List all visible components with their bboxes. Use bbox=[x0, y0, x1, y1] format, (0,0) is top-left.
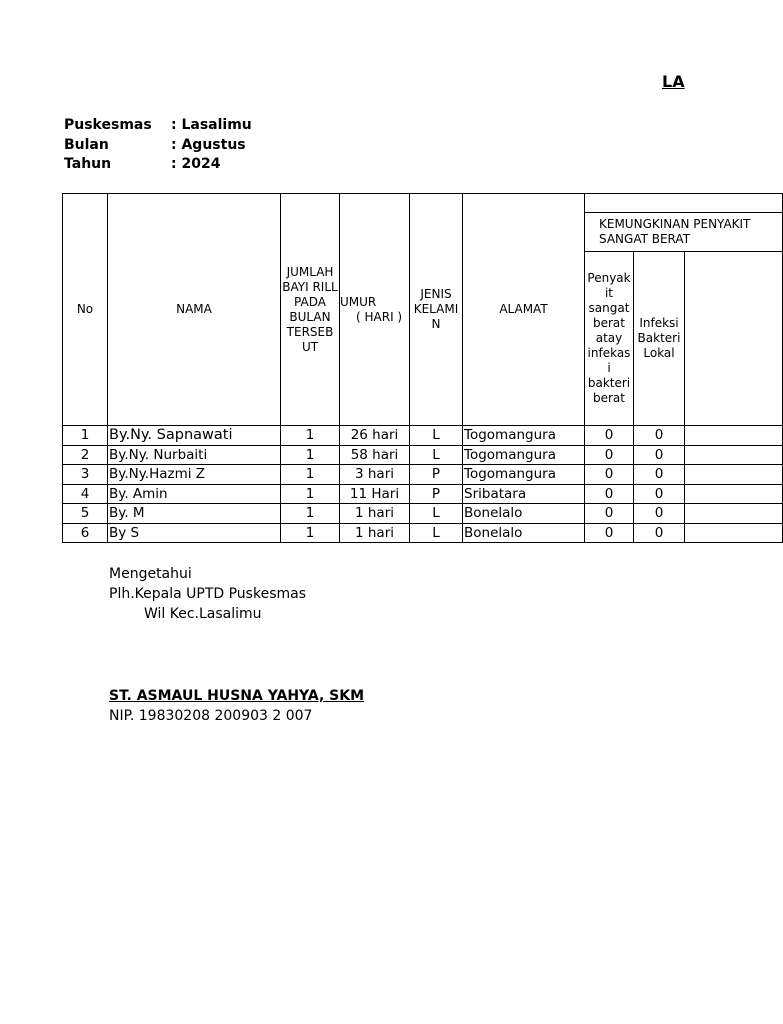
cell-no: 1 bbox=[63, 426, 108, 446]
table-row bbox=[63, 465, 783, 485]
cell-jumlah: 1 bbox=[281, 465, 340, 485]
cell-jumlah: 1 bbox=[281, 426, 340, 446]
table-row bbox=[63, 484, 783, 504]
header-alamat: ALAMAT bbox=[463, 194, 585, 426]
cell-jenis-kelamin: L bbox=[410, 426, 463, 446]
cell-penyakit-berat: 0 bbox=[585, 445, 634, 465]
cell-extra bbox=[685, 465, 783, 485]
info-label: Bulan bbox=[64, 136, 109, 153]
cell-nama: By.Ny.Hazmi Z bbox=[108, 465, 281, 485]
cell-alamat: Bonelalo bbox=[463, 504, 585, 524]
cell-infeksi-lokal: 0 bbox=[634, 523, 685, 543]
cell-no: 5 bbox=[63, 504, 108, 524]
cell-infeksi-lokal: 0 bbox=[634, 504, 685, 524]
header-jumlah-bayi: JUMLAH BAYI RILL PADA BULAN TERSEB UT bbox=[281, 194, 340, 426]
cell-no: 3 bbox=[63, 465, 108, 485]
report-title: LA bbox=[662, 72, 685, 91]
report-info bbox=[64, 116, 252, 175]
header-umur-line2: ( HARI ) bbox=[356, 309, 403, 324]
cell-jumlah: 1 bbox=[281, 445, 340, 465]
officer-nip: NIP. 19830208 200903 2 007 bbox=[109, 708, 313, 724]
cell-umur: 1 hari bbox=[340, 523, 410, 543]
cell-alamat: Sribatara bbox=[463, 484, 585, 504]
info-row-puskesmas bbox=[64, 116, 252, 136]
cell-infeksi-lokal: 0 bbox=[634, 484, 685, 504]
cell-extra bbox=[685, 484, 783, 504]
cell-penyakit-berat: 0 bbox=[585, 504, 634, 524]
header-no: No bbox=[63, 194, 108, 426]
header-penyakit-sangat-berat: Penyak it sangat berat atay infekas i bakteri berat bbox=[585, 252, 634, 426]
cell-alamat: Togomangura bbox=[463, 426, 585, 446]
info-value: : Agustus bbox=[171, 136, 246, 153]
cell-jenis-kelamin: L bbox=[410, 504, 463, 524]
cell-jenis-kelamin: L bbox=[410, 523, 463, 543]
cell-penyakit-berat: 0 bbox=[585, 484, 634, 504]
cell-extra bbox=[685, 504, 783, 524]
report-table-wrapper bbox=[62, 193, 751, 545]
header-infeksi-bakteri-lokal: Infeksi Bakteri Lokal bbox=[634, 252, 685, 426]
cell-jumlah: 1 bbox=[281, 504, 340, 524]
cell-penyakit-berat: 0 bbox=[585, 523, 634, 543]
cell-nama: By.Ny. Sapnawati bbox=[108, 426, 281, 446]
cell-alamat: Bonelalo bbox=[463, 523, 585, 543]
info-value: : Lasalimu bbox=[171, 117, 252, 133]
cell-jenis-kelamin: P bbox=[410, 484, 463, 504]
cell-no: 2 bbox=[63, 445, 108, 465]
cell-extra bbox=[685, 445, 783, 465]
cell-extra bbox=[685, 426, 783, 446]
cell-jenis-kelamin: P bbox=[410, 465, 463, 485]
info-row-tahun bbox=[64, 155, 252, 175]
cell-nama: By. Amin bbox=[108, 484, 281, 504]
table-row bbox=[63, 523, 783, 543]
signature-block bbox=[109, 564, 306, 624]
officer-name: ST. ASMAUL HUSNA YAHYA, SKM bbox=[109, 688, 365, 704]
cell-penyakit-berat: 0 bbox=[585, 465, 634, 485]
signature-mengetahui: Mengetahui bbox=[109, 566, 192, 582]
table-row bbox=[63, 426, 783, 446]
cell-jumlah: 1 bbox=[281, 484, 340, 504]
cell-jumlah: 1 bbox=[281, 523, 340, 543]
report-table bbox=[62, 193, 783, 543]
officer-block bbox=[109, 686, 364, 726]
header-jenis-kelamin: JENIS KELAMI N bbox=[410, 194, 463, 426]
cell-nama: By.Ny. Nurbaiti bbox=[108, 445, 281, 465]
header-kemungkinan: KEMUNGKINAN PENYAKIT SANGAT BERAT bbox=[585, 213, 783, 252]
cell-no: 4 bbox=[63, 484, 108, 504]
cell-umur: 11 Hari bbox=[340, 484, 410, 504]
cell-infeksi-lokal: 0 bbox=[634, 445, 685, 465]
info-value: : 2024 bbox=[171, 156, 221, 172]
cell-infeksi-lokal: 0 bbox=[634, 426, 685, 446]
cell-nama: By S bbox=[108, 523, 281, 543]
cell-extra bbox=[685, 523, 783, 543]
cell-penyakit-berat: 0 bbox=[585, 426, 634, 446]
table-row bbox=[63, 445, 783, 465]
info-row-bulan bbox=[64, 136, 252, 156]
cell-infeksi-lokal: 0 bbox=[634, 465, 685, 485]
signature-region: Wil Kec.Lasalimu bbox=[144, 606, 262, 622]
cell-no: 6 bbox=[63, 523, 108, 543]
cell-nama: By. M bbox=[108, 504, 281, 524]
header-spacer bbox=[585, 194, 783, 213]
cell-umur: 58 hari bbox=[340, 445, 410, 465]
info-label: Puskesmas bbox=[64, 117, 152, 133]
cell-alamat: Togomangura bbox=[463, 465, 585, 485]
cell-alamat: Togomangura bbox=[463, 445, 585, 465]
cell-jenis-kelamin: L bbox=[410, 445, 463, 465]
table-row bbox=[63, 504, 783, 524]
info-label: Tahun bbox=[64, 156, 112, 172]
cell-umur: 3 hari bbox=[340, 465, 410, 485]
header-extra bbox=[685, 252, 783, 426]
header-umur bbox=[340, 194, 410, 426]
header-umur-line1: UMUR bbox=[340, 294, 377, 309]
signature-position: Plh.Kepala UPTD Puskesmas bbox=[109, 586, 306, 602]
cell-umur: 26 hari bbox=[340, 426, 410, 446]
header-nama: NAMA bbox=[108, 194, 281, 426]
cell-umur: 1 hari bbox=[340, 504, 410, 524]
